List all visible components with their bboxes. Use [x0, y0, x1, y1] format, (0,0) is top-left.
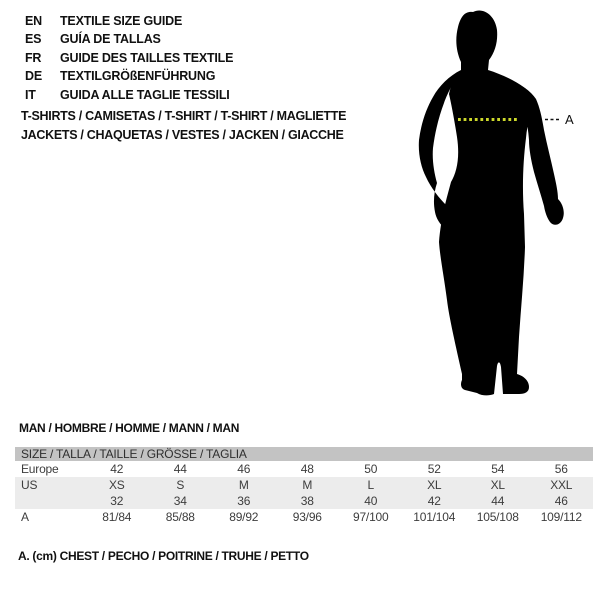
- size-cell: S: [149, 477, 213, 493]
- size-cell: 38: [276, 493, 340, 509]
- language-row: [25, 67, 233, 85]
- table-row-chest-cm: [15, 509, 593, 525]
- row-label: [15, 493, 85, 509]
- size-cell: 36: [212, 493, 276, 509]
- size-table-header-row: [15, 447, 593, 461]
- language-code: DE: [25, 69, 42, 84]
- language-list: [25, 12, 233, 104]
- size-cell: 93/96: [292, 510, 322, 524]
- size-cell: 105/108: [476, 510, 519, 524]
- size-table-header: SIZE / TALLA / TAILLE / GRÖSSE / TAGLIA: [15, 447, 593, 461]
- size-cell: 48: [300, 462, 314, 476]
- size-cell: 42: [110, 462, 124, 476]
- language-label: TEXTILGRÖßENFÜHRUNG: [60, 69, 216, 84]
- size-cell: 81/84: [102, 510, 132, 524]
- silhouette-body: [439, 11, 535, 396]
- gender-line: MAN / HOMBRE / HOMME / MANN / MAN: [19, 421, 240, 435]
- size-cell: 52: [427, 462, 441, 476]
- language-code: IT: [25, 87, 36, 102]
- language-code: FR: [25, 50, 42, 65]
- category-lines: [21, 107, 346, 144]
- table-row-us: [15, 477, 593, 493]
- size-cell: 109/112: [540, 510, 582, 524]
- size-cell: XL: [403, 477, 467, 493]
- language-code: ES: [25, 32, 42, 47]
- size-cell: XXL: [530, 477, 594, 493]
- measure-label-a: A: [565, 112, 574, 127]
- language-row: [25, 12, 233, 30]
- size-cell: 32: [85, 493, 149, 509]
- size-cell: 97/100: [352, 510, 389, 524]
- category-line-tshirts: T-SHIRTS / CAMISETAS / T-SHIRT / T-SHIRT / MAGLIETTE: [21, 109, 347, 123]
- size-cell: 101/104: [413, 510, 456, 524]
- size-cell: L: [339, 477, 403, 493]
- size-cell: M: [212, 477, 276, 493]
- size-cell: 89/92: [229, 510, 259, 524]
- measurement-footnote: A. (cm) CHEST / PECHO / POITRINE / TRUHE / PETTO: [18, 549, 309, 563]
- size-cell: 56: [554, 462, 568, 476]
- category-line-jackets: JACKETS / CHAQUETAS / VESTES / JACKEN / GIACCHE: [21, 127, 344, 142]
- row-label: A: [21, 510, 29, 524]
- size-cell: 46: [530, 493, 594, 509]
- size-cell: 40: [339, 493, 403, 509]
- table-row-us-numeric: [15, 493, 593, 509]
- language-row: [25, 49, 233, 67]
- man-silhouette-svg: [395, 2, 600, 410]
- row-label: US: [15, 477, 85, 493]
- size-table: [15, 447, 593, 525]
- language-label: GUIDE DES TAILLES TEXTILE: [60, 50, 234, 65]
- size-cell: XS: [85, 477, 149, 493]
- size-cell: 42: [403, 493, 467, 509]
- language-label: GUÍA DE TALLAS: [60, 32, 161, 47]
- size-cell: 50: [364, 462, 378, 476]
- table-row-europe: [15, 461, 593, 477]
- size-cell: 85/88: [165, 510, 195, 524]
- language-label: TEXTILE SIZE GUIDE: [60, 14, 183, 28]
- row-label: Europe: [21, 462, 59, 476]
- size-cell: M: [276, 477, 340, 493]
- size-cell: 46: [237, 462, 251, 476]
- size-cell: 44: [173, 462, 187, 476]
- size-cell: 44: [466, 493, 530, 509]
- size-cell: 34: [149, 493, 213, 509]
- language-label: GUIDA ALLE TAGLIE TESSILI: [60, 87, 230, 102]
- size-cell: XL: [466, 477, 530, 493]
- size-cell: 54: [491, 462, 505, 476]
- man-silhouette-figure: [395, 2, 600, 410]
- language-code: EN: [25, 14, 42, 28]
- language-row: [25, 30, 233, 48]
- language-row: [25, 86, 233, 104]
